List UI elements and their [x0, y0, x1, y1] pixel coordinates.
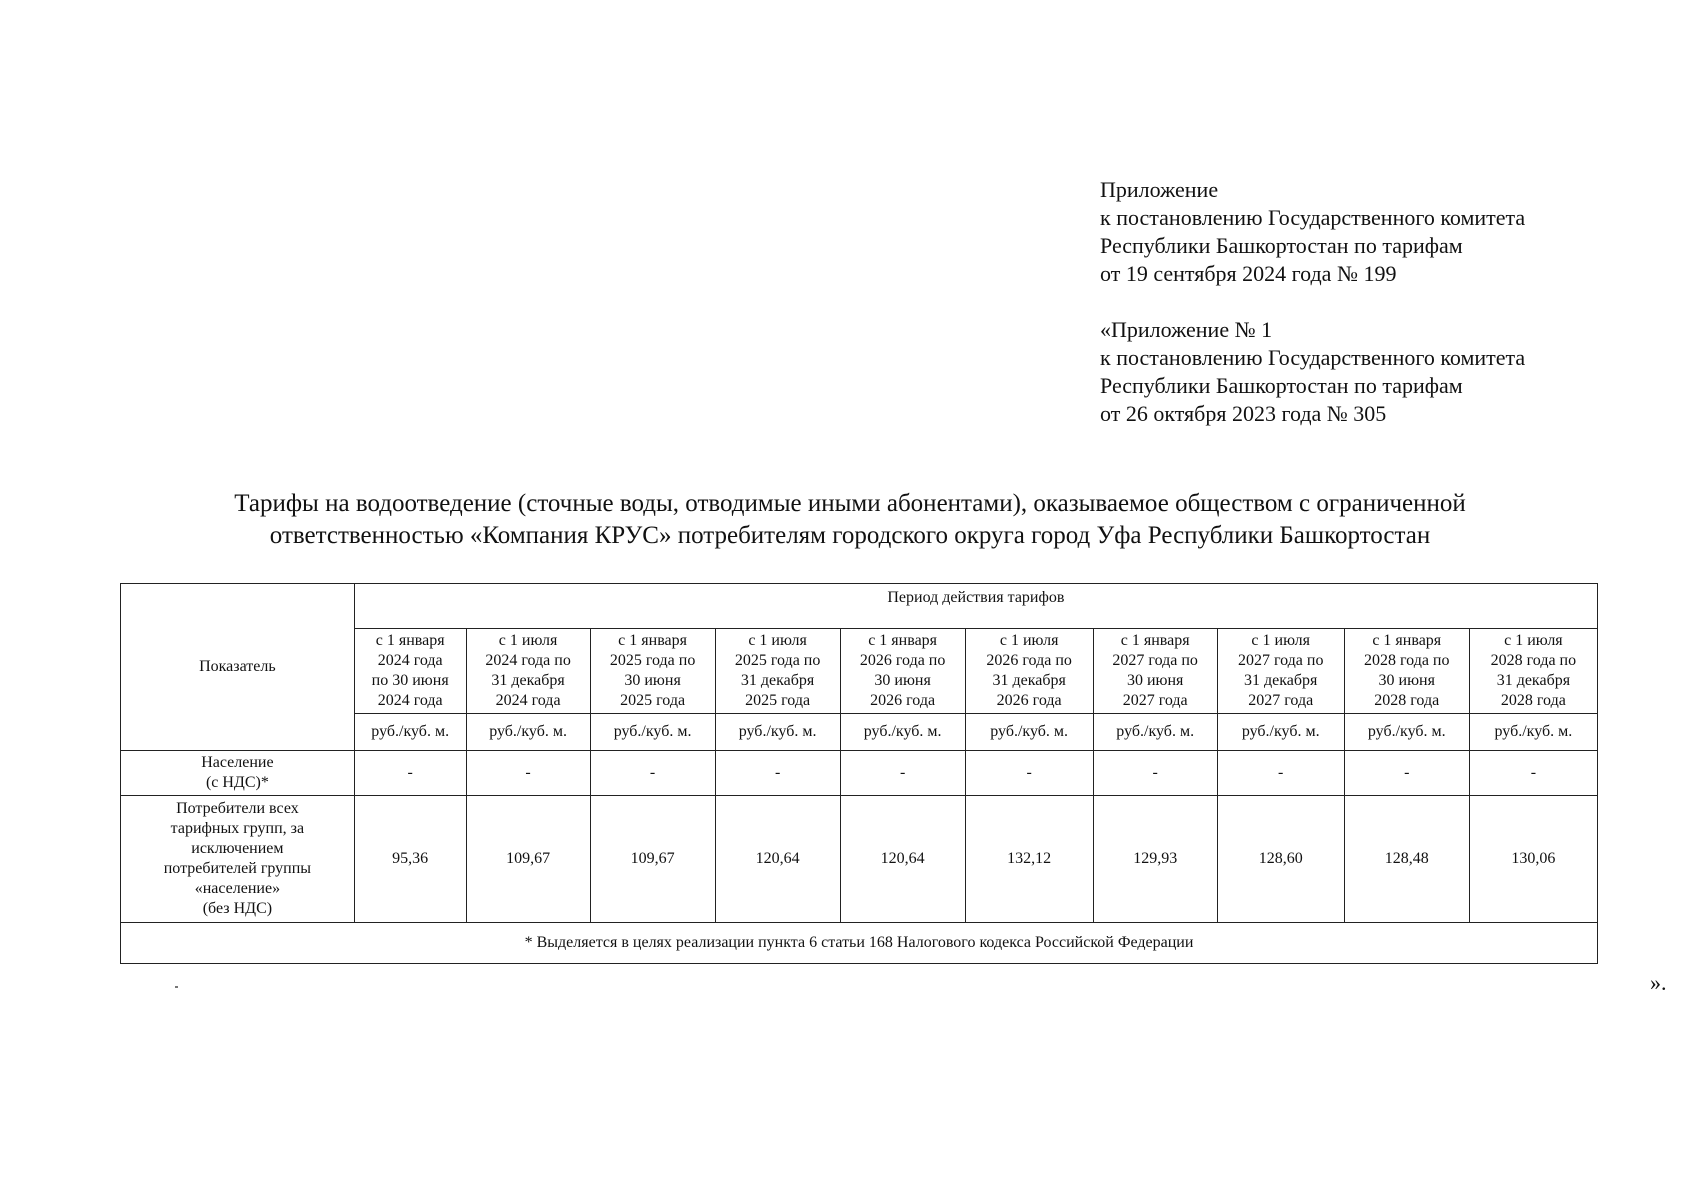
unit-cell: руб./куб. м. [590, 714, 715, 751]
tariff-value-cell: 95,36 [354, 796, 466, 923]
period-line: 2028 года по [1490, 652, 1577, 669]
period-line: 2026 года [996, 692, 1062, 709]
indicator-line: Население [201, 754, 274, 771]
period-line: 31 декабря [491, 672, 565, 689]
period-header-cell [466, 629, 590, 714]
indicator-cell [121, 796, 355, 923]
period-header-cell [1469, 629, 1597, 714]
period-header-cell [1093, 629, 1217, 714]
tariff-value-cell: - [965, 751, 1093, 796]
period-line: с 1 июля [1251, 632, 1310, 649]
period-line: 2024 года [377, 652, 443, 669]
period-line: 30 июня [624, 672, 681, 689]
period-line: 31 декабря [1244, 672, 1318, 689]
period-header-cell [590, 629, 715, 714]
period-line: 2025 года по [609, 652, 696, 669]
amended-appendix-header [1100, 316, 1660, 428]
tariff-value-cell: 120,64 [840, 796, 965, 923]
tariff-value-cell: - [1469, 751, 1597, 796]
tariff-value-cell: 132,12 [965, 796, 1093, 923]
tariff-value-cell: - [466, 751, 590, 796]
period-line: с 1 января [375, 632, 445, 649]
unit-cell: руб./куб. м. [840, 714, 965, 751]
period-line: 2026 года [870, 692, 936, 709]
period-header-cell [965, 629, 1093, 714]
period-header-cell [715, 629, 840, 714]
table-row [121, 751, 1598, 796]
appendix-header [1100, 176, 1660, 288]
period-line: с 1 января [618, 632, 687, 649]
tariff-value-cell: - [715, 751, 840, 796]
appendix-header-line: к постановлению Государственного комитета [1100, 205, 1526, 230]
period-line: 2027 года [1248, 692, 1314, 709]
appendix-header-line: Республики Башкортостан по тарифам [1100, 233, 1463, 258]
period-line: 2025 года [620, 692, 686, 709]
tariff-value-cell: - [840, 751, 965, 796]
table-row [121, 796, 1598, 923]
period-line: 2027 года [1122, 692, 1188, 709]
period-line: 2024 года [377, 692, 443, 709]
title-line: ответственностью «Компания КРУС» потребителям городского округа город Уфа Республики Башкортостан [269, 522, 1431, 549]
period-header-cell [840, 629, 965, 714]
indicator-line: (без НДС) [202, 900, 273, 917]
period-line: 2027 года по [1112, 652, 1198, 669]
tariff-value-cell: 120,64 [715, 796, 840, 923]
period-line: 31 декабря [740, 672, 815, 689]
unit-cell: руб./куб. м. [354, 714, 466, 751]
period-line: 2026 года по [986, 652, 1072, 669]
tariff-value-cell: - [590, 751, 715, 796]
unit-cell: руб./куб. м. [715, 714, 840, 751]
indicator-line: потребителей группы [163, 860, 312, 877]
period-header-cell [1217, 629, 1344, 714]
footnote: * Выделяется в целях реализации пункта 6 статьи 168 Налогового кодекса Российской Федерации [121, 923, 1598, 964]
period-line: 2028 года [1500, 692, 1566, 709]
tariff-value-cell: 109,67 [466, 796, 590, 923]
indicator-line: (с НДС)* [205, 774, 269, 791]
tariff-table [120, 583, 1598, 964]
indicator-line: Потребители всех [176, 800, 299, 817]
unit-cell: руб./куб. м. [466, 714, 590, 751]
unit-cell: руб./куб. м. [1344, 714, 1469, 751]
period-line: 30 июня [1126, 672, 1184, 689]
tariff-value-cell: - [1217, 751, 1344, 796]
amended-header-line: к постановлению Государственного комитета [1100, 345, 1526, 370]
period-line: 2026 года по [859, 652, 946, 669]
period-header-cell [1344, 629, 1469, 714]
period-line: с 1 января [1120, 632, 1190, 649]
tariff-value-cell: - [354, 751, 466, 796]
document-title [120, 488, 1580, 552]
tariff-value-cell: 128,48 [1344, 796, 1469, 923]
tariff-value-cell: - [1093, 751, 1217, 796]
tariff-value-cell: 130,06 [1469, 796, 1597, 923]
period-line: 30 июня [1378, 672, 1435, 689]
period-line: 2024 года [495, 692, 561, 709]
period-line: 2028 года [1374, 692, 1440, 709]
period-line: 2027 года по [1237, 652, 1324, 669]
scan-speck [175, 986, 178, 988]
period-line: с 1 июля [498, 632, 558, 649]
appendix-header-line: Приложение [1100, 177, 1219, 202]
amended-header-line: «Приложение № 1 [1100, 317, 1273, 342]
title-line: Тарифы на водоотведение (сточные воды, отводимые иными абонентами), оказываемое обществом с ограниченной [234, 490, 1466, 517]
tariff-value-cell: - [1344, 751, 1469, 796]
tariff-value-cell: 109,67 [590, 796, 715, 923]
unit-cell: руб./куб. м. [1093, 714, 1217, 751]
period-line: с 1 июля [1504, 632, 1563, 649]
amended-header-line: от 26 октября 2023 года № 305 [1100, 401, 1387, 426]
period-line: 2025 года по [734, 652, 821, 669]
period-line: 31 декабря [992, 672, 1066, 689]
period-header: Период действия тарифов [354, 584, 1597, 629]
indicator-line: тарифных групп, за [170, 820, 305, 837]
period-line: с 1 января [1372, 632, 1442, 649]
period-line: 2025 года [745, 692, 811, 709]
unit-cell: руб./куб. м. [1469, 714, 1597, 751]
period-line: с 1 июля [999, 632, 1059, 649]
amended-header-line: Республики Башкортостан по тарифам [1100, 373, 1463, 398]
indicator-line: «население» [194, 880, 281, 897]
appendix-header-line: от 19 сентября 2024 года № 199 [1100, 261, 1397, 286]
indicator-header: Показатель [121, 584, 355, 751]
closing-quote: ». [1650, 970, 1667, 995]
period-line: с 1 января [868, 632, 938, 649]
period-line: с 1 июля [748, 632, 807, 649]
indicator-line: исключением [191, 840, 284, 857]
tariff-value-cell: 129,93 [1093, 796, 1217, 923]
tariff-value-cell: 128,60 [1217, 796, 1344, 923]
unit-cell: руб./куб. м. [965, 714, 1093, 751]
period-line: 2028 года по [1363, 652, 1450, 669]
period-line: 31 декабря [1496, 672, 1571, 689]
period-line: по 30 июня [371, 672, 449, 689]
period-line: 30 июня [874, 672, 931, 689]
unit-cell: руб./куб. м. [1217, 714, 1344, 751]
indicator-cell [121, 751, 355, 796]
period-header-cell [354, 629, 466, 714]
period-line: 2024 года по [485, 652, 571, 669]
